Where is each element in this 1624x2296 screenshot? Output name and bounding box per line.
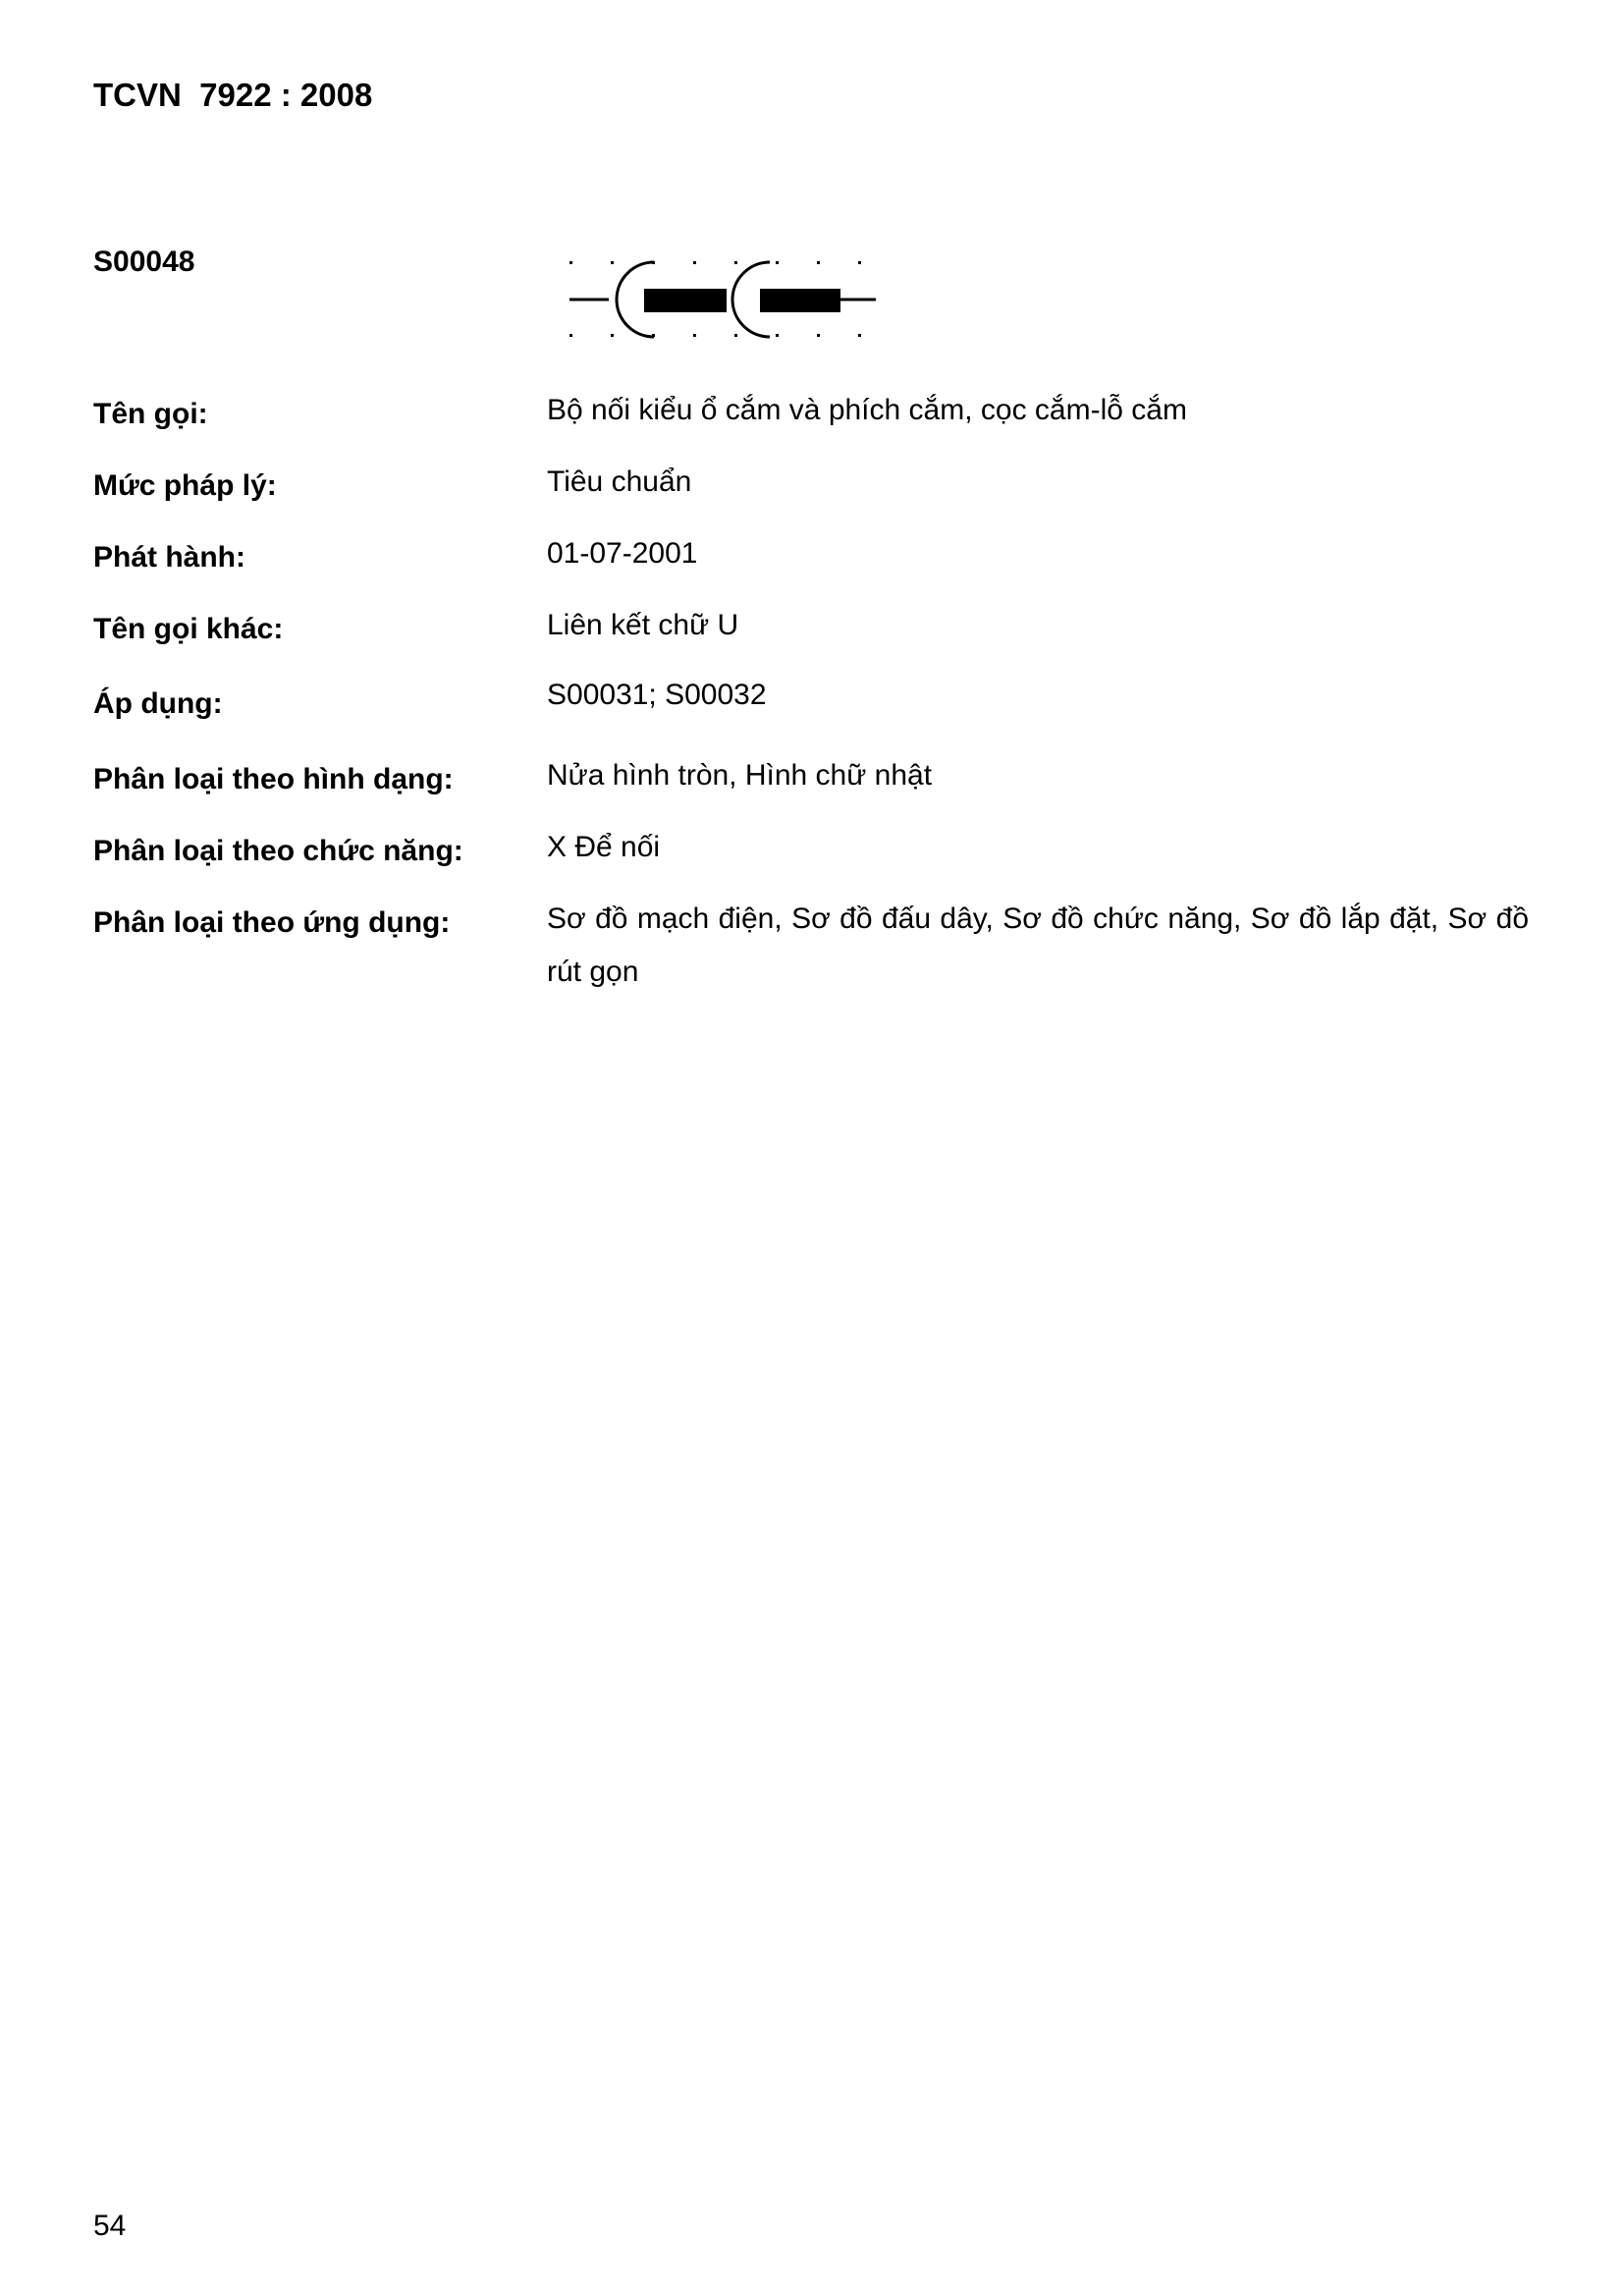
field-value: Bộ nối kiểu ổ cắm và phích cắm, cọc cắm-lỗ cắm: [547, 394, 1187, 426]
field-value: Nửa hình tròn, Hình chữ nhật: [547, 759, 933, 792]
field-label: Áp dụng:: [93, 687, 223, 720]
field-value: 01-07-2001: [547, 537, 698, 570]
left-plug-bar: [644, 289, 727, 312]
field-value: Liên kết chữ U: [547, 609, 739, 641]
page-number: 54: [93, 2210, 127, 2242]
right-plug-bar: [760, 289, 840, 312]
symbol-code: S00048: [93, 246, 195, 278]
field-label: Phân loại theo chức năng:: [93, 835, 463, 867]
field-value: S00031; S00032: [547, 679, 767, 711]
field-value: X Để nối: [547, 831, 661, 863]
field-label: Mức pháp lý:: [93, 469, 277, 502]
field-value: Sơ đồ mạch điện, Sơ đồ đấu dây, Sơ đồ chức năng, Sơ đồ lắp đặt, Sơ đồ rút gọn: [547, 902, 1529, 988]
field-label: Phân loại theo hình dạng:: [93, 763, 454, 795]
field-label: Phát hành:: [93, 541, 245, 574]
field-value: Tiêu chuẩn: [547, 465, 692, 498]
socket-and-plug-connector-icon: [560, 253, 893, 342]
field-label: Tên gọi khác:: [93, 613, 284, 645]
field-label: Tên gọi:: [93, 398, 208, 430]
field-label: Phân loại theo ứng dụng:: [93, 906, 451, 939]
document-standard-header: TCVN 7922 : 2008: [93, 77, 373, 113]
